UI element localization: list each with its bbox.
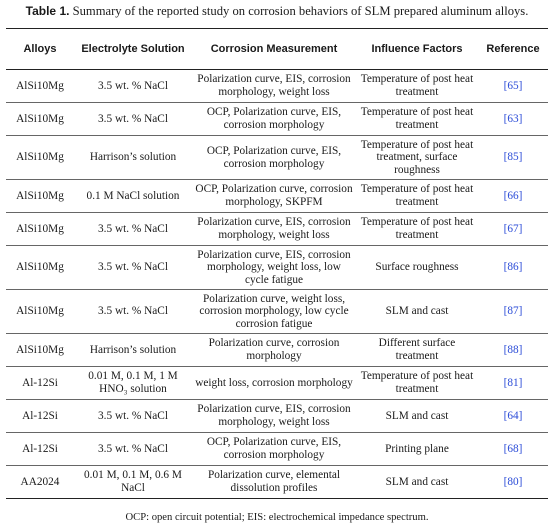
alloy-cell: Al-12Si	[6, 400, 74, 433]
header-reference: Reference	[478, 29, 548, 70]
reference-link[interactable]: 86	[507, 261, 519, 274]
table-row	[6, 290, 548, 334]
reference-link[interactable]: 81	[507, 376, 519, 389]
reference-cell: [63]	[478, 103, 548, 136]
header-factors: Influence Factors	[356, 29, 478, 70]
electrolyte-cell: 0.01 M, 0.1 M, 1 M HNO₃ solution	[74, 367, 192, 400]
reference-cell: [87]	[478, 290, 548, 334]
measurement-cell: Polarization curve, EIS, corrosion morphology, weight loss	[192, 70, 356, 103]
table-row	[6, 400, 548, 433]
electrolyte-cell: 3.5 wt. % NaCl	[74, 213, 192, 246]
table-row	[6, 246, 548, 290]
reference-link[interactable]: 85	[507, 151, 519, 164]
alloy-cell: AlSi10Mg	[6, 103, 74, 136]
factors-cell: Different surface treatment	[356, 334, 478, 367]
reference-link[interactable]: 67	[507, 222, 519, 235]
electrolyte-cell: 0.01 M, 0.1 M, 0.6 M NaCl	[74, 466, 192, 499]
table-row	[6, 136, 548, 180]
caption-label: Table 1.	[25, 4, 70, 18]
electrolyte-cell: 3.5 wt. % NaCl	[74, 400, 192, 433]
table-row	[6, 367, 548, 400]
header-row	[6, 29, 548, 70]
measurement-cell: Polarization curve, elemental dissolution profiles	[192, 466, 356, 499]
measurement-cell: weight loss, corrosion morphology	[192, 367, 356, 400]
reference-cell: [68]	[478, 433, 548, 466]
reference-link[interactable]: 88	[507, 343, 519, 356]
alloy-cell: Al-12Si	[6, 367, 74, 400]
electrolyte-cell: 3.5 wt. % NaCl	[74, 433, 192, 466]
reference-cell: [81]	[478, 367, 548, 400]
reference-cell: [80]	[478, 466, 548, 499]
factors-cell: SLM and cast	[356, 400, 478, 433]
factors-cell: SLM and cast	[356, 290, 478, 334]
reference-cell: [66]	[478, 180, 548, 213]
reference-cell: [65]	[478, 70, 548, 103]
alloy-cell: AlSi10Mg	[6, 213, 74, 246]
table-row	[6, 213, 548, 246]
factors-cell: Temperature of post heat treatment, surface roughness	[356, 136, 478, 180]
reference-cell: [86]	[478, 246, 548, 290]
alloy-cell: AlSi10Mg	[6, 180, 74, 213]
measurement-cell: Polarization curve, weight loss, corrosion morphology, low cycle corrosion fatigue	[192, 290, 356, 334]
measurement-cell: Polarization curve, EIS, corrosion morphology, weight loss, low cycle fatigue	[192, 246, 356, 290]
electrolyte-cell: Harrison’s solution	[74, 334, 192, 367]
table-row	[6, 103, 548, 136]
reference-link[interactable]: 63	[507, 112, 519, 125]
measurement-cell: OCP, Polarization curve, EIS, corrosion morphology	[192, 136, 356, 180]
measurement-cell: OCP, Polarization curve, corrosion morphology, SKPFM	[192, 180, 356, 213]
table-footnote: OCP: open circuit potential; EIS: electrochemical impedance spectrum.	[125, 512, 429, 523]
header-alloys: Alloys	[6, 29, 74, 70]
measurement-cell: OCP, Polarization curve, EIS, corrosion morphology	[192, 433, 356, 466]
measurement-cell: Polarization curve, EIS, corrosion morphology, weight loss	[192, 213, 356, 246]
corrosion-summary-table	[6, 28, 548, 499]
table-row	[6, 466, 548, 499]
reference-link[interactable]: 80	[507, 475, 519, 488]
alloy-cell: AlSi10Mg	[6, 290, 74, 334]
measurement-cell: Polarization curve, EIS, corrosion morphology, weight loss	[192, 400, 356, 433]
electrolyte-cell: 3.5 wt. % NaCl	[74, 70, 192, 103]
factors-cell: Temperature of post heat treatment	[356, 367, 478, 400]
reference-cell: [67]	[478, 213, 548, 246]
alloy-cell: AlSi10Mg	[6, 334, 74, 367]
electrolyte-cell: 3.5 wt. % NaCl	[74, 246, 192, 290]
caption-text: Summary of the reported study on corrosion behaviors of SLM prepared aluminum alloys.	[72, 4, 529, 18]
measurement-cell: OCP, Polarization curve, EIS, corrosion morphology	[192, 103, 356, 136]
alloy-cell: Al-12Si	[6, 433, 74, 466]
reference-link[interactable]: 66	[507, 189, 519, 202]
alloy-cell: AlSi10Mg	[6, 70, 74, 103]
alloy-cell: AA2024	[6, 466, 74, 499]
electrolyte-cell: Harrison’s solution	[74, 136, 192, 180]
table-row	[6, 334, 548, 367]
reference-link[interactable]: 68	[507, 442, 519, 455]
reference-link[interactable]: 65	[507, 79, 519, 92]
factors-cell: SLM and cast	[356, 466, 478, 499]
measurement-cell: Polarization curve, corrosion morphology	[192, 334, 356, 367]
reference-link[interactable]: 64	[507, 409, 519, 422]
alloy-cell: AlSi10Mg	[6, 246, 74, 290]
table-row	[6, 433, 548, 466]
reference-cell: [88]	[478, 334, 548, 367]
reference-link[interactable]: 87	[507, 305, 519, 318]
header-measurement: Corrosion Measurement	[192, 29, 356, 70]
table-caption	[6, 4, 548, 19]
reference-cell: [85]	[478, 136, 548, 180]
factors-cell: Printing plane	[356, 433, 478, 466]
factors-cell: Temperature of post heat treatment	[356, 103, 478, 136]
table-row	[6, 180, 548, 213]
table-body	[6, 70, 548, 499]
reference-cell: [64]	[478, 400, 548, 433]
electrolyte-cell: 0.1 M NaCl solution	[74, 180, 192, 213]
factors-cell: Surface roughness	[356, 246, 478, 290]
factors-cell: Temperature of post heat treatment	[356, 70, 478, 103]
electrolyte-cell: 3.5 wt. % NaCl	[74, 290, 192, 334]
header-electrolyte: Electrolyte Solution	[74, 29, 192, 70]
factors-cell: Temperature of post heat treatment	[356, 213, 478, 246]
electrolyte-cell: 3.5 wt. % NaCl	[74, 103, 192, 136]
alloy-cell: AlSi10Mg	[6, 136, 74, 180]
table-row	[6, 70, 548, 103]
factors-cell: Temperature of post heat treatment	[356, 180, 478, 213]
